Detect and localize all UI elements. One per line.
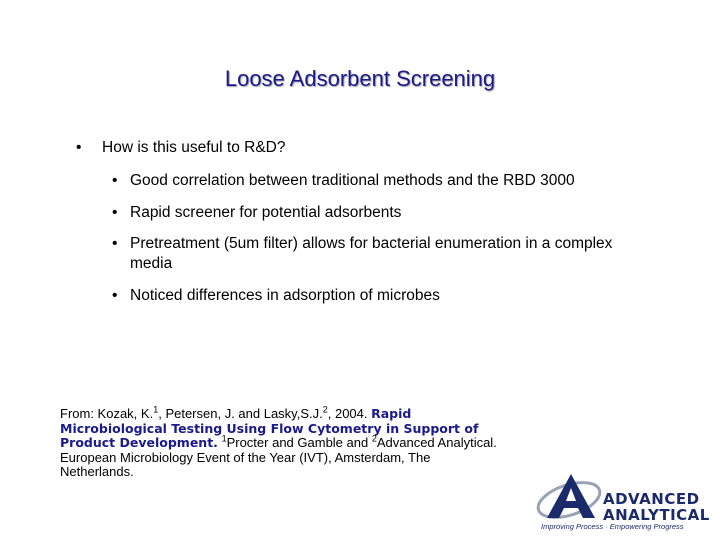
sub-bullet-text: Pretreatment (5um filter) allows for bacterial enumeration in a complex media [130, 235, 613, 272]
ref-text: , Petersen, J. and Lasky,S.J. [158, 406, 323, 421]
company-logo [535, 470, 710, 532]
bullet-dot: • [112, 204, 118, 221]
logo-line2: ANALYTICAL [603, 506, 710, 524]
ref-text: , 2004. [327, 406, 372, 421]
ref-sup: 2 [322, 404, 328, 415]
sub-bullet-text: Good correlation between traditional methods and the RBD 3000 [130, 172, 575, 189]
logo-tagline: Improving Process · Empowering Progress [541, 522, 684, 531]
bullet-dot: • [112, 287, 118, 304]
slide-title: Loose Adsorbent Screening [224, 66, 496, 91]
bullet-dot: • [112, 235, 118, 252]
ref-text: Procter and Gamble and [226, 435, 372, 451]
ref-prefix: From: Kozak, K. [60, 406, 154, 421]
ref-text: Advanced Analytical. European Microbiology Event of the Year (IVT), Amsterdam, The Netherlands. [60, 435, 497, 480]
ref-sup: 2 [371, 433, 377, 444]
ref-sup: 1 [221, 433, 227, 444]
reference-citation [60, 404, 500, 480]
main-bullet-text: How is this useful to R&D? [102, 139, 286, 156]
bullet-dot: • [112, 172, 118, 189]
sub-bullet-text: Rapid screener for potential adsorbents [130, 204, 402, 221]
bullet-dot: • [76, 139, 82, 156]
logo-emblem-icon [535, 470, 605, 524]
logo-line1: ADVANCED [603, 490, 700, 508]
ref-bold-title: Rapid Microbiological Testing Using Flow Cytometry in Support of Product Development. [60, 406, 479, 451]
sub-bullet-text: Noticed differences in adsorption of microbes [130, 287, 440, 304]
ref-sup: 1 [153, 404, 159, 415]
